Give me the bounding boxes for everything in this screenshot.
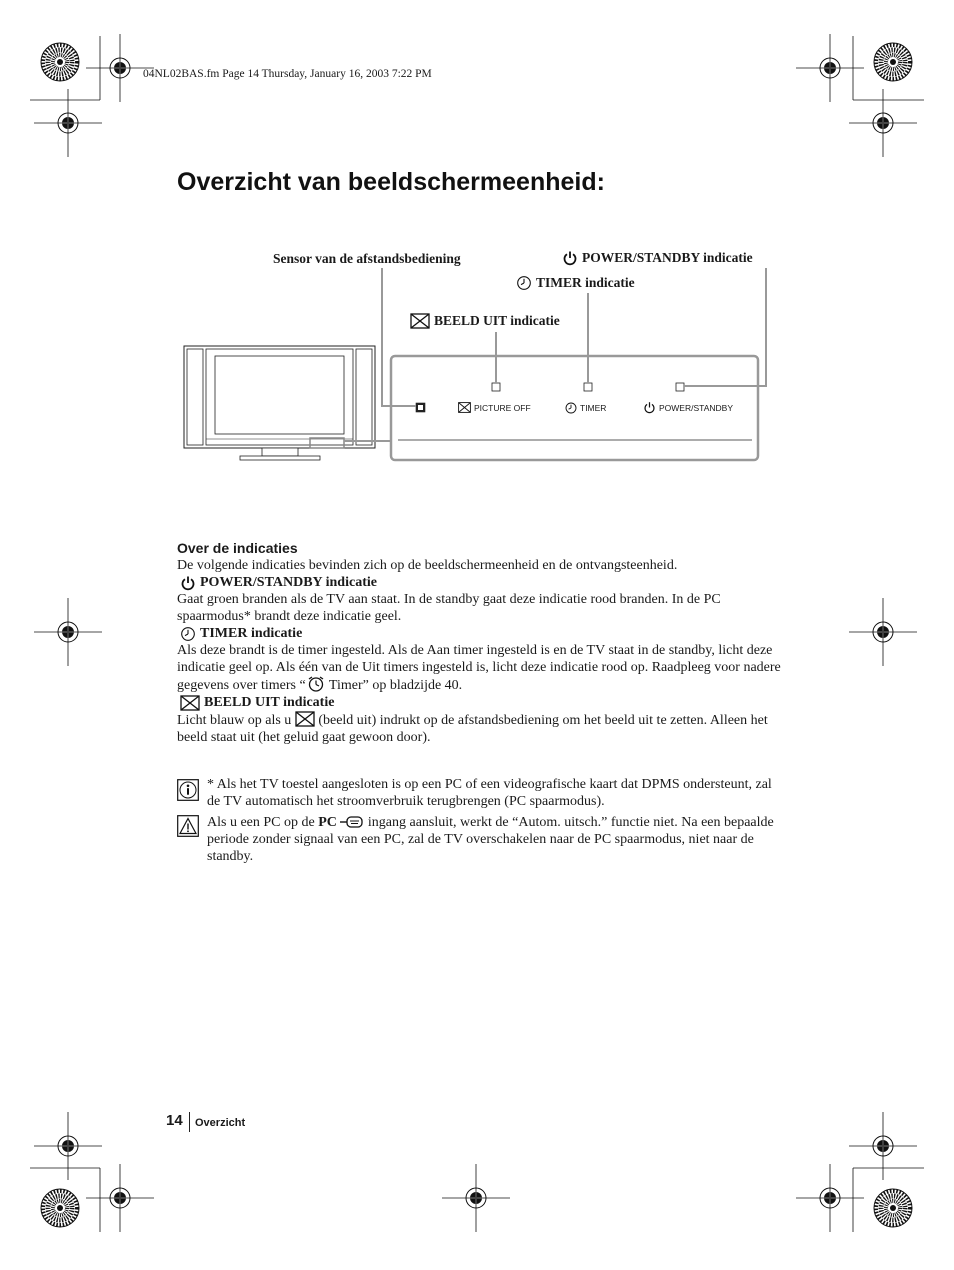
pc-input-label: PC [318,815,337,830]
picture-off-icon [180,695,200,711]
callout-power: POWER/STANDBY indicatie [562,250,753,266]
power-indicator-title: POWER/STANDBY indicatie [180,574,787,591]
info-note-text: * Als het TV toestel aangesloten is op een PC of een videografische kaart dat DPMS ondersteunt, zal de TV automatisch het stroomverbruik terugbrengen (PC spaarmodus). [207,777,772,809]
callout-sensor: Sensor van de afstandsbediening [273,251,461,266]
clock-menu-icon [306,676,326,692]
callout-picture-off: BEELD UIT indicatie [410,313,560,329]
power-icon [180,575,196,591]
timer-indicator-body: Als deze brandt is de timer ingesteld. Als de Aan timer ingesteld is en de TV staat in de standby, licht deze indicatie geel op. Als één van de Uit timers ingesteld is, licht deze indicatie rood op. Raadpleeg voor nadere gegevens over timers “ Timer” op bladzijde 40. [177,643,781,693]
panel-label-picture-off: PICTURE OFF [458,402,531,413]
picture-off-icon [458,402,471,413]
power-icon [562,250,578,266]
info-icon [177,779,199,801]
warning-note [177,814,787,866]
tv-illustration [184,346,375,460]
timer-icon [516,275,532,291]
callout-timer: TIMER indicatie [516,275,635,291]
file-info-header: 04NL02BAS.fm Page 14 Thursday, January 16, 2003 7:22 PM [143,68,432,80]
power-indicator-body: Gaat groen branden als de TV aan staat. In de standby gaat deze indicatie rood branden. In de PC spaarmodus* brandt deze indicatie geel. [177,592,721,624]
picture-off-icon [410,313,430,329]
timer-icon [565,402,577,414]
picture-off-indicator-body: Licht blauw op als u (beeld uit) indrukt op de afstandsbediening om het beeld uit te zetten. Alleen het beeld staat uit (het geluid gaat gewoon door). [177,713,768,745]
section-intro: De volgende indicaties bevinden zich op de beeldschermeenheid en de ontvangsteenheid. [177,558,678,573]
section-title: Over de indicaties [177,540,298,556]
timer-indicator-title: TIMER indicatie [180,625,787,642]
indicators-section [177,540,787,746]
pc-input-icon [340,815,364,829]
footer-divider [189,1112,190,1132]
page-title: Overzicht van beeldschermeenheid: [177,168,605,196]
warning-icon [177,815,199,837]
picture-off-indicator-title: BEELD UIT indicatie [180,694,787,711]
power-led [676,383,684,391]
panel-label-power: POWER/STANDBY [643,401,733,414]
info-note [177,776,787,816]
footer-section-name: Overzicht [195,1117,246,1129]
panel-label-timer: TIMER [565,402,606,414]
picture-off-led [492,383,500,391]
warning-note-text: Als u een PC op de PC ingang aansluit, werkt de “Autom. uitsch.” functie niet. Na een bepaalde periode zonder signaal van een PC, zal de TV overschakelen naar de PC spaarmodus, niet naar de standby. [207,815,774,864]
timer-icon [180,626,196,642]
page-number: 14 [166,1112,183,1129]
timer-led [584,383,592,391]
picture-off-button-icon [295,711,315,727]
power-icon [643,401,656,414]
